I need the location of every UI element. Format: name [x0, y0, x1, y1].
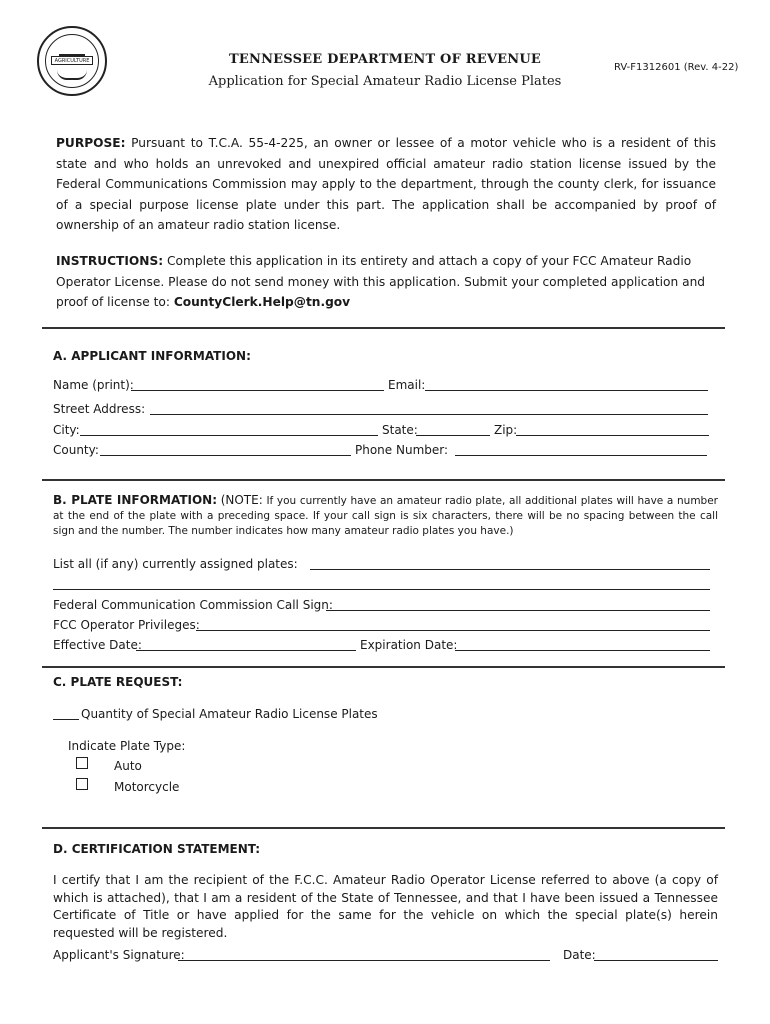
call-sign-label: Federal Communication Commission Call Sign:: [53, 598, 333, 612]
county-field[interactable]: [100, 455, 351, 456]
phone-number-label: Phone Number:: [355, 443, 449, 457]
motorcycle-option-label: Motorcycle: [114, 780, 180, 794]
form-title: Application for Special Amateur Radio License Plates: [208, 74, 562, 89]
state-field[interactable]: [416, 435, 490, 436]
signature-date-label: Date:: [563, 948, 596, 962]
section-b-heading: B. PLATE INFORMATION:: [53, 493, 218, 507]
plate-information-block: [53, 493, 718, 539]
zip-label: Zip:: [494, 423, 518, 437]
instructions-text: Complete this application in its entirety and attach a copy of your FCC Amateur Radio Operator License. Please do not send money with this application. Submit your completed application and proof of license to:: [56, 254, 706, 309]
plate-type-label: Indicate Plate Type:: [68, 739, 186, 753]
signature-field[interactable]: [178, 960, 550, 961]
section-divider-b: [42, 479, 725, 481]
certification-statement: I certify that I am the recipient of the F.C.C. Amateur Radio Operator License referred to above (a copy of which is attached), that I am a resident of the State of Tennessee, and that I have been issued a Tennessee Certificate of Title or have applied for the same for the vehicle on which the special plate(s) herein requested will be registered.: [53, 873, 718, 940]
city-field[interactable]: [80, 435, 378, 436]
instructions-label: INSTRUCTIONS:: [56, 254, 164, 268]
county-label: County:: [53, 443, 99, 457]
section-divider-top: [42, 327, 725, 329]
assigned-plates-label: List all (if any) currently assigned plates:: [53, 557, 298, 571]
auto-option-label: Auto: [114, 759, 142, 773]
name-field[interactable]: [131, 390, 384, 391]
zip-field[interactable]: [516, 435, 709, 436]
motorcycle-checkbox[interactable]: [76, 778, 88, 790]
signature-label: Applicant's Signature:: [53, 948, 185, 962]
state-label: State:: [382, 423, 418, 437]
department-title: TENNESSEE DEPARTMENT OF REVENUE: [229, 52, 541, 67]
submission-email: CountyClerk.Help@tn.gov: [173, 295, 351, 309]
expiration-date-label: Expiration Date:: [360, 638, 458, 652]
quantity-label: Quantity of Special Amateur Radio License Plates: [81, 707, 378, 721]
instructions-paragraph: [56, 251, 716, 313]
email-field[interactable]: [425, 390, 708, 391]
section-c-heading: C. PLATE REQUEST:: [53, 675, 183, 689]
phone-number-field[interactable]: [455, 455, 707, 456]
section-a-heading: A. APPLICANT INFORMATION:: [53, 349, 251, 363]
name-label: Name (print):: [53, 378, 134, 392]
effective-date-label: Effective Date:: [53, 638, 142, 652]
purpose-paragraph: [56, 133, 716, 236]
street-address-label: Street Address:: [53, 402, 146, 416]
expiration-date-field[interactable]: [455, 650, 710, 651]
form-number: RV-F1312601 (Rev. 4-22): [614, 62, 739, 73]
purpose-label: PURPOSE:: [56, 136, 126, 150]
call-sign-field[interactable]: [326, 610, 710, 611]
assigned-plates-field-line-2[interactable]: [53, 589, 710, 590]
section-b-note-open: (NOTE:: [220, 493, 263, 507]
purpose-text: Pursuant to T.C.A. 55-4-225, an owner or lessee of a motor vehicle who is a resident of this state and who holds an unrevoked and unexpired official amateur radio station license issued by the Federal Communications Commission may apply to the department, through the county clerk, for issuance of a special purpose license plate under this part. The application shall be accompanied by proof of ownership of an amateur radio station license.: [56, 136, 716, 232]
street-address-field[interactable]: [150, 414, 708, 415]
signature-date-field[interactable]: [594, 960, 718, 961]
email-label: Email:: [388, 378, 426, 392]
effective-date-field[interactable]: [136, 650, 356, 651]
quantity-field[interactable]: [53, 719, 79, 720]
section-d-heading: D. CERTIFICATION STATEMENT:: [53, 842, 261, 856]
seal-band-text: AGRICULTURE: [51, 56, 93, 65]
city-label: City:: [53, 423, 80, 437]
operator-privileges-field[interactable]: [196, 630, 710, 631]
section-divider-c: [42, 666, 725, 668]
auto-checkbox[interactable]: [76, 757, 88, 769]
section-divider-d: [42, 827, 725, 829]
assigned-plates-field[interactable]: [310, 569, 710, 570]
section-b-note: If you currently have an amateur radio plate, all additional plates will have a number at the end of the plate with a preceding space. If your call sign is six characters, there will be no spacing between the call sign and the number. The number indicates how many amateur radio plates you have.): [53, 495, 718, 537]
operator-privileges-label: FCC Operator Privileges:: [53, 618, 200, 632]
